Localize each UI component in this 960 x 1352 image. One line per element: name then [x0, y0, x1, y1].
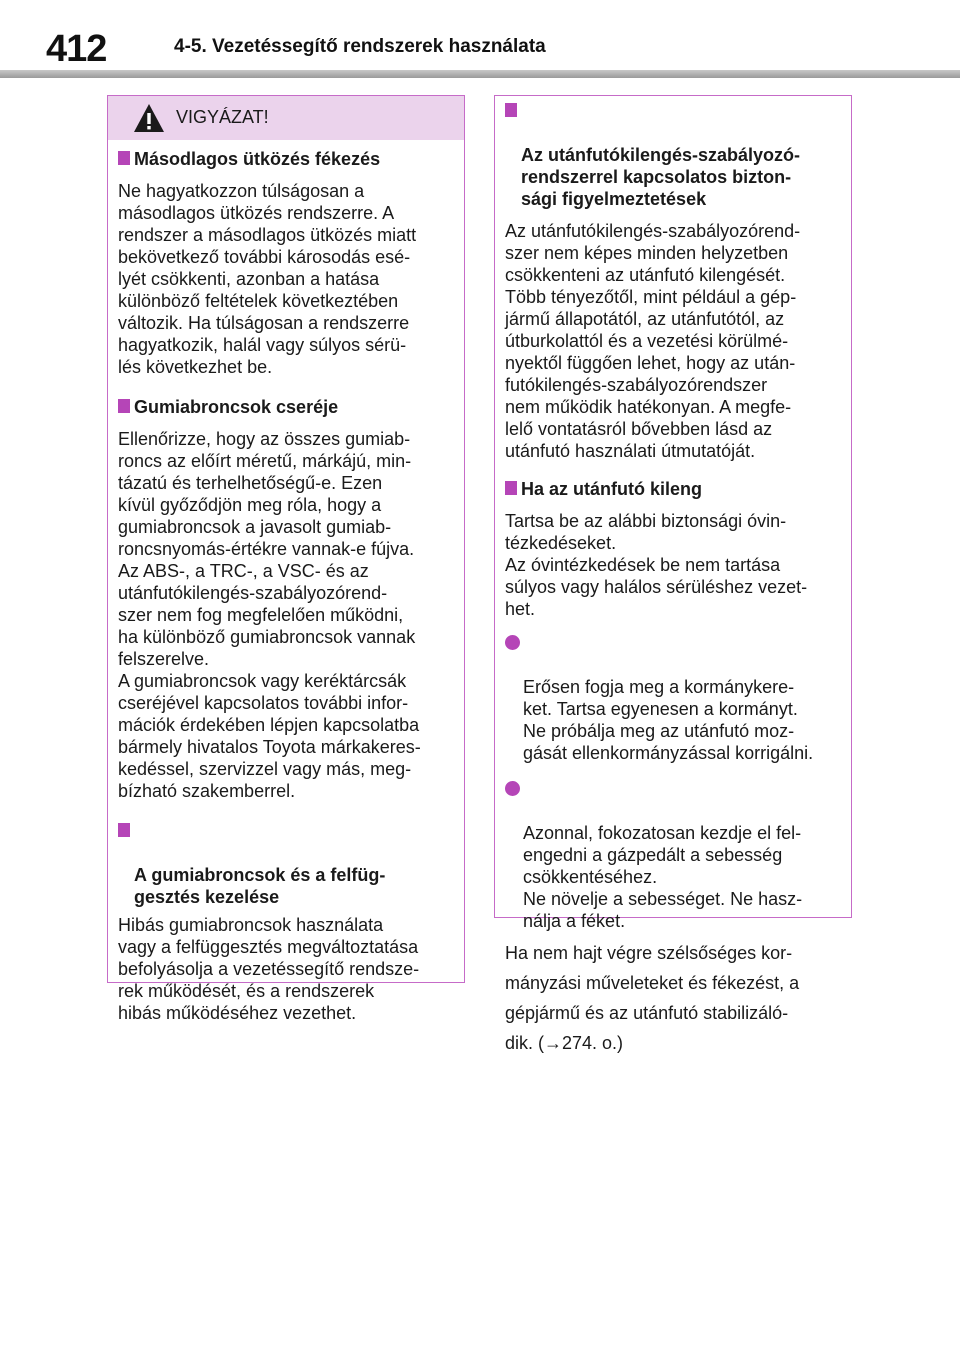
section-title-text: Az utánfutókilengés-szabályozó- rendszerrel kapcsolatos bizton- sági figyelmeztetések [521, 145, 801, 209]
section-text: Hibás gumiabroncsok használata vagy a felfüggesztés megváltoztatása befolyásolja a vezetéssegítő rendsze- rek működését, és a rendszerek hibás működéséhez vezethet. [118, 915, 420, 1023]
warning-triangle-icon [132, 102, 166, 134]
warning-box [107, 95, 465, 1023]
square-bullet-icon [505, 481, 517, 495]
square-bullet-icon [505, 103, 517, 117]
warning-content [108, 148, 464, 1024]
section-text: Ha nem hajt végre szélsőséges kor- mányzási műveleteket és fékezést, a gépjármű és az utánfutó stabilizáló- dik. (→274. o.) [505, 943, 800, 1053]
bullet-text: Azonnal, fokozatosan kezdje el fel- engedni a gázpedált a sebesség csökkentéséhez. Ne növelje a sebességet. Ne hasz- nálja a féket. [523, 823, 803, 931]
round-bullet-icon [505, 635, 520, 650]
section-title [505, 100, 841, 210]
page-header [0, 0, 960, 80]
header-rule [0, 70, 960, 78]
section-text: Ne hagyatkozzon túlságosan a másodlagos ütközés rendszerre. A rendszer a másodlagos ütközés miatt bekövetkező további károsodás esé- lyét csökkenti, azonban a hatása különböző feltételek következtében változik. Ha túlságosan a rendszerre hagyatkozik, halál vagy súlyos sérü- lés következhet be. [118, 181, 417, 377]
section-title-text: A gumiabroncsok és a felfüg- gesztés kezelése [134, 865, 386, 907]
warning-title: VIGYÁZAT! [176, 107, 269, 127]
round-bullet-icon [505, 781, 520, 796]
section-title [505, 478, 841, 500]
trailer-sway-box [494, 95, 852, 1053]
section-text: Tartsa be az alábbi biztonsági óvin- tézkedéseket. Az óvintézkedések be nem tartása súlyos vagy halálos sérüléshez vezet- het. [505, 511, 808, 619]
bullet-item [505, 778, 841, 932]
square-bullet-icon [118, 399, 130, 413]
section-text: Az utánfutókilengés-szabályozórend- szer nem képes minden helyzetben csökkenteni az utánfutó kilengését. Több tényezőtől, mint például a gép- jármű állapotától, az utánfutótól, az útburkolattól és a vezetési körülmé- nyektől függően lehet, hogy az után- futókilengés-szabályozórendszer nem működik hatékonyan. A megfe- lelő vontatásról bővebben lásd az utánfutó használati útmutatóját. [505, 221, 801, 461]
section-title [118, 148, 454, 170]
bullet-text: Erősen fogja meg a kormánykere- ket. Tartsa egyenesen a kormányt. Ne próbálja meg az utánfutó moz- gását ellenkormányzással korrigálni. [523, 677, 814, 763]
square-bullet-icon [118, 823, 130, 837]
chapter-title: 4-5. Vezetéssegítő rendszerek használata [174, 36, 546, 57]
trailer-content [495, 100, 851, 1058]
section-text: Ellenőrizze, hogy az összes gumiab- roncs az előírt méretű, márkájú, min- tázatú és terhelhetőségű-e. Ezen kívül győződjön meg róla, hogy a gumiabroncsok a javasolt gumiab- roncsnyomás-értékre vannak-e fújva. Az ABS-, a TRC-, a VSC- és az utánfutókilengés-szabályozórend- szer nem fog megfelelően működni, ha különböző gumiabroncsok vannak felszerelve. A gumiabroncsok vagy keréktárcsák cseréjével kapcsolatos további infor- mációk érdekében lépjen kapcsolatba bármely hivatalos Toyota márkakeres- kedéssel, szervizzel vagy más, meg- bízható szakemberrel. [118, 429, 421, 801]
section-title [118, 820, 454, 908]
page-number: 412 [46, 28, 107, 70]
section-title-text: Gumiabroncsok cseréje [134, 397, 339, 417]
bullet-item [505, 632, 841, 764]
section-title-text: Másodlagos ütközés fékezés [134, 149, 381, 169]
section-title-text: Ha az utánfutó kileng [521, 479, 703, 499]
warning-header [108, 96, 464, 140]
section-title [118, 396, 454, 418]
square-bullet-icon [118, 151, 130, 165]
